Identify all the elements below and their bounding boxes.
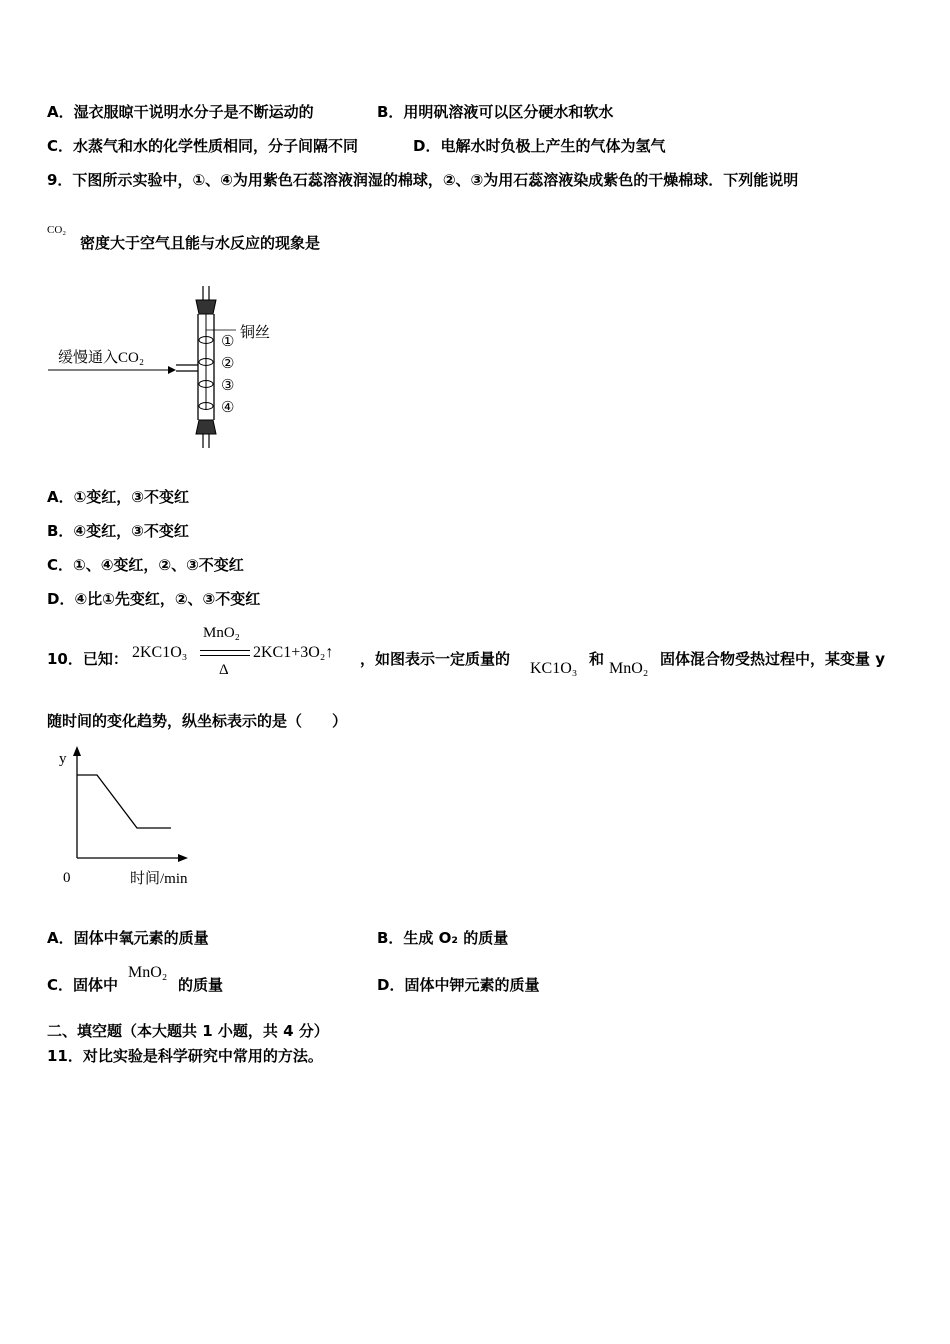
- q9-option-c: C．①、④变红，②、③不变红: [47, 556, 244, 574]
- q8-option-c: C．水蒸气和水的化学性质相同，分子间隔不同: [47, 137, 359, 155]
- q10-kclo3: KC1O₃: [530, 660, 578, 677]
- q10-option-d: D．固体中钾元素的质量: [377, 976, 540, 994]
- graph-y-label: y: [59, 751, 67, 767]
- q9-co2-formula: CO₂: [47, 224, 67, 236]
- q9-stem-continued: 密度大于空气且能与水反应的现象是: [80, 234, 321, 252]
- q10-equation-left: 2KC1O₃: [132, 644, 188, 661]
- graph-x-label: 时间/min: [130, 871, 188, 887]
- q8-option-b: B．用明矾溶液可以区分硬水和软水: [377, 103, 614, 121]
- q9-option-b: B．④变红，③不变红: [47, 522, 189, 540]
- graph-origin: 0: [63, 870, 71, 886]
- inlet-label: 缓慢通入CO₂: [58, 350, 145, 366]
- q9-stem: 9．下图所示实验中，①、④为用紫色石蕊溶液润湿的棉球，②、③为用石蕊溶液染成紫色的干燥棉球．下列能说明: [47, 171, 799, 189]
- co2-apparatus-figure: [40, 282, 300, 452]
- q10-option-a: A．固体中氧元素的质量: [47, 929, 209, 947]
- q10-mno2: MnO₂: [609, 660, 649, 677]
- q11-stem: 11．对比实验是科学研究中常用的方法。: [47, 1047, 323, 1065]
- q8-option-a: A．湿衣服晾干说明水分子是不断运动的: [47, 103, 314, 121]
- ball-label-2: ②: [221, 356, 235, 372]
- q10-equation-catalyst: MnO₂: [203, 625, 240, 641]
- q10-equation-condition: Δ: [219, 662, 229, 678]
- q10-mid-text: ，如图表示一定质量的: [360, 650, 511, 668]
- q8-option-d: D．电解水时负极上产生的气体为氢气: [413, 137, 666, 155]
- q10-option-b: B．生成 O₂ 的质量: [377, 929, 509, 947]
- q10-stem-line2: 随时间的变化趋势，纵坐标表示的是（ ）: [47, 712, 348, 730]
- q10-option-c-prefix: C．固体中: [47, 976, 119, 994]
- ball-label-4: ④: [221, 400, 235, 416]
- q10-option-c-mno2: MnO₂: [128, 964, 168, 981]
- graph-curve: [77, 775, 171, 828]
- equation-double-arrow: [200, 650, 250, 656]
- q10-and: 和: [589, 650, 605, 668]
- q10-equation-right: 2KC1+3O₂↑: [253, 644, 334, 661]
- q10-graph: [50, 742, 210, 892]
- q10-option-c-suffix: 的质量: [178, 976, 224, 994]
- q10-suffix: 固体混合物受热过程中，某变量 y: [660, 650, 886, 668]
- ball-label-1: ①: [221, 334, 235, 350]
- q9-option-d: D．④比①先变红，②、③不变红: [47, 590, 261, 608]
- section-title: 二、填空题（本大题共 1 小题，共 4 分）: [47, 1022, 329, 1040]
- q10-prefix: 10．已知：: [47, 650, 128, 668]
- ball-label-3: ③: [221, 378, 235, 394]
- q9-option-a: A．①变红，③不变红: [47, 488, 190, 506]
- copper-wire-label: 铜丝: [240, 325, 271, 341]
